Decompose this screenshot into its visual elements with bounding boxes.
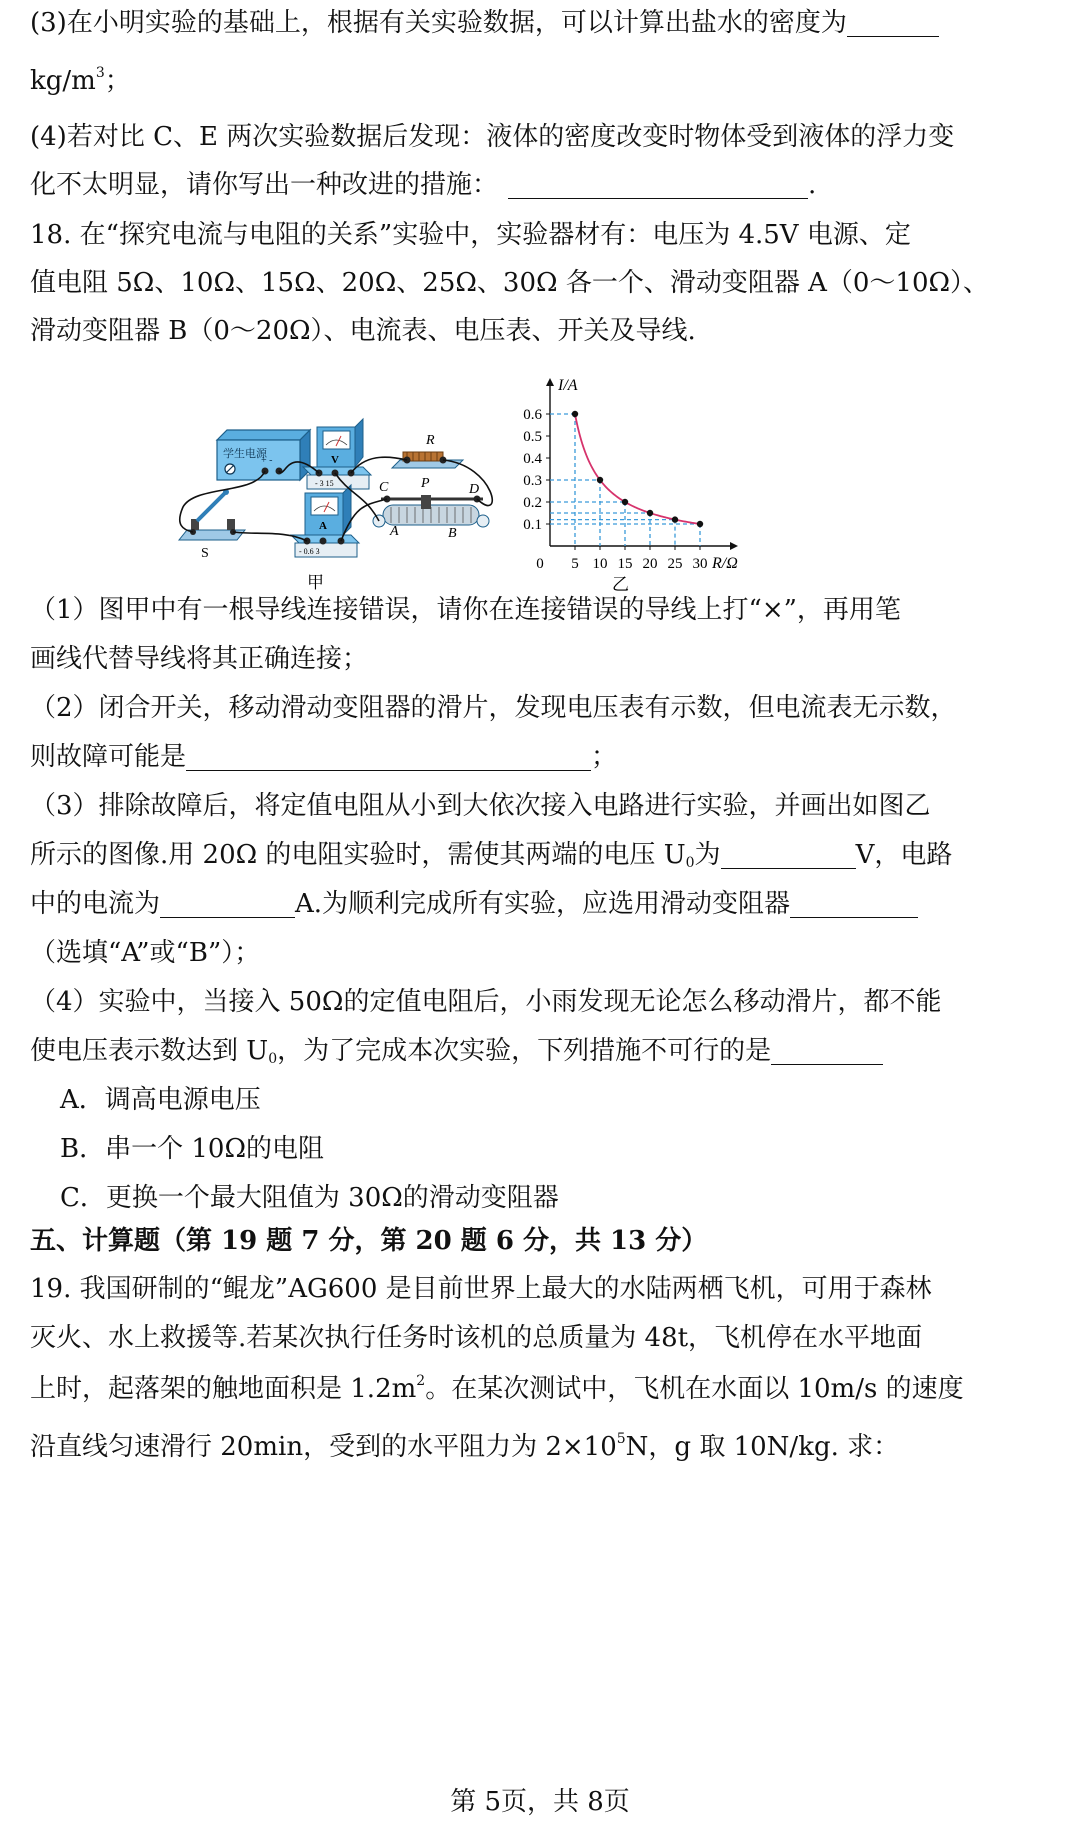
q18-stem-line1 xyxy=(30,218,911,252)
q18-part2-text-2: 则故障可能是 xyxy=(30,742,187,772)
option-b xyxy=(60,1132,324,1166)
q19-text-2: 灭火、水上救援等.若某次执行任务时该机的总质量为 48t，飞机停在水平地面 xyxy=(30,1323,923,1353)
q18-part2-line1 xyxy=(30,691,957,725)
q18-part4-text-2: 使电压表示数达到 U xyxy=(30,1036,269,1066)
q18-part3-line1 xyxy=(30,789,931,823)
q18-part3-text-6: A.为顺利完成所有实验，应选用滑动变阻器 xyxy=(295,889,791,919)
x-tick-label: 25 xyxy=(667,556,683,572)
y-tick-label: 0.5 xyxy=(523,429,542,445)
circuit-diagram xyxy=(179,419,492,592)
ammeter xyxy=(291,485,359,557)
x-tick-label: 10 xyxy=(592,556,608,572)
q19-text: 19. 我国研制的“鲲龙”AG600 是目前世界上最大的水陆两栖飞机，可用于森林 xyxy=(30,1274,932,1304)
rheostat-terminal-d: D xyxy=(469,482,480,497)
answer-blank[interactable] xyxy=(790,891,918,918)
punct: ； xyxy=(104,66,131,96)
x-tick-label: 20 xyxy=(642,556,658,572)
data-point xyxy=(672,516,678,522)
q17-part4-text-2: 化不太明显，请你写出一种改进的措施： xyxy=(30,170,499,200)
resistor xyxy=(392,433,463,468)
punct: ； xyxy=(591,742,618,772)
q18-part3-text-5: 中的电流为 xyxy=(30,889,161,919)
q18-part4-text: （4）实验中，当接入 50Ω的定值电阻后，小雨发现无论怎么移动滑片，都不能 xyxy=(30,987,942,1017)
figure-jia-caption: 甲 xyxy=(307,573,324,592)
q19-text-3: 上时，起落架的触地面积是 1.2m xyxy=(30,1374,417,1404)
q18-part3-line3 xyxy=(30,887,918,921)
q18-stem-text-3: 滑动变阻器 B（0～20Ω）、电流表、电压表、开关及导线. xyxy=(30,316,696,346)
answer-blank[interactable] xyxy=(771,1038,883,1065)
q18-part3-text-4: V，电路 xyxy=(855,840,953,870)
ammeter-scale: - 0.6 3 xyxy=(299,547,320,556)
q19-text-5: 沿直线匀速滑行 20min，受到的水平阻力为 2×10 xyxy=(30,1432,617,1462)
x-axis-label: R/Ω xyxy=(712,555,738,572)
answer-blank[interactable] xyxy=(847,10,939,37)
option-b-text: B．串一个 10Ω的电阻 xyxy=(60,1134,325,1164)
y-tick-label: 0.4 xyxy=(523,451,542,467)
superscript: 2 xyxy=(416,1373,426,1389)
ammeter-label: A xyxy=(319,520,327,532)
subscript: 0 xyxy=(268,1051,278,1067)
q19-line4 xyxy=(30,1430,899,1464)
density-unit: kg/m xyxy=(30,66,96,96)
q18-stem-line2 xyxy=(30,266,989,300)
x-tick-label: 5 xyxy=(571,556,579,572)
data-point xyxy=(572,411,578,417)
x-tick-label: 0 xyxy=(536,556,544,572)
q18-part3-text-2: 所示的图像.用 20Ω 的电阻实验时，需使其两端的电压 U xyxy=(30,840,686,870)
data-point xyxy=(622,499,628,505)
q17-part3-text: (3)在小明实验的基础上，根据有关实验数据，可以计算出盐水的密度为 xyxy=(30,8,847,38)
chart-i-vs-r xyxy=(523,377,738,572)
answer-blank[interactable] xyxy=(160,891,295,918)
q18-part1-text: （1）图甲中有一根导线连接错误，请你在连接错误的导线上打“×”，再用笔 xyxy=(30,595,901,625)
option-c-text: C．更换一个最大阻值为 30Ω的滑动变阻器 xyxy=(60,1183,559,1213)
superscript: 5 xyxy=(616,1431,626,1447)
q17-part3-line1 xyxy=(30,6,939,40)
answer-blank[interactable] xyxy=(186,744,591,771)
figure-yi-caption: 乙 xyxy=(612,575,629,595)
q18-part3-text: （3）排除故障后，将定值电阻从小到大依次接入电路进行实验，并画出如图乙 xyxy=(30,791,931,821)
switch-label: S xyxy=(201,546,209,561)
data-point xyxy=(597,477,603,483)
rheostat-terminal-b: B xyxy=(448,526,457,541)
q18-part1-line2 xyxy=(30,642,368,676)
q19-text-6: N，g 取 10N/kg. 求： xyxy=(625,1432,900,1462)
data-point xyxy=(647,510,653,516)
q18-part3-text-3: 为 xyxy=(694,840,721,870)
q19-text-4: 。在某次测试中，飞机在水面以 10m/s 的速度 xyxy=(425,1374,964,1404)
q18-part3-line4 xyxy=(30,936,260,970)
y-axis-label: I/A xyxy=(558,377,578,394)
power-supply-label: 学生电源 xyxy=(223,448,267,460)
series-line xyxy=(575,414,700,524)
y-tick-label: 0.1 xyxy=(523,517,542,533)
y-tick-label: 0.6 xyxy=(523,407,542,423)
q18-stem-text: 18. 在“探究电流与电阻的关系”实验中，实验器材有：电压为 4.5V 电源、定 xyxy=(30,220,911,250)
section-heading-text: 五、计算题（第 19 题 7 分，第 20 题 6 分，共 13 分） xyxy=(30,1226,708,1256)
q18-stem-line3 xyxy=(30,314,696,348)
punct: . xyxy=(808,170,817,200)
y-tick-label: 0.2 xyxy=(523,495,542,511)
answer-blank[interactable] xyxy=(508,172,808,199)
q19-line1 xyxy=(30,1272,932,1306)
figure-circuit-and-graph xyxy=(195,377,885,670)
x-axis-arrow xyxy=(730,542,738,550)
answer-blank[interactable] xyxy=(721,842,856,869)
q17-part4-text: (4)若对比 C、E 两次实验数据后发现：液体的密度改变时物体受到液体的浮力变 xyxy=(30,122,955,152)
q18-part4-line1 xyxy=(30,985,941,1019)
section-heading xyxy=(30,1224,707,1258)
x-tick-label: 15 xyxy=(617,556,633,572)
voltmeter xyxy=(303,419,371,489)
power-terminal-signs: + - xyxy=(261,455,273,466)
subscript: 0 xyxy=(685,855,695,871)
q18-part2-line2 xyxy=(30,740,617,774)
q18-stem-text-2: 值电阻 5Ω、10Ω、15Ω、20Ω、25Ω、30Ω 各一个、滑动变阻器 A（0～10Ω）、 xyxy=(30,268,990,298)
page-footer: 第 5页，共 8页 xyxy=(450,1787,630,1817)
option-a-text: A．调高电源电压 xyxy=(60,1085,261,1115)
q18-part3-line2 xyxy=(30,838,952,872)
resistor-label: R xyxy=(426,433,435,448)
y-axis-arrow xyxy=(546,378,554,386)
rheostat-terminal-c: C xyxy=(379,480,389,495)
q18-part1-text-2: 画线代替导线将其正确连接； xyxy=(30,644,369,674)
rheostat xyxy=(373,476,489,541)
q17-part4-line1 xyxy=(30,120,954,154)
unit-exponent: 3 xyxy=(95,65,105,81)
q19-line3 xyxy=(30,1372,964,1406)
option-c xyxy=(60,1181,559,1215)
q18-part1-line1 xyxy=(30,593,901,627)
rheostat-slider-p: P xyxy=(421,476,430,491)
voltmeter-scale: - 3 15 xyxy=(315,479,334,488)
q18-part4-text-3: ，为了完成本次实验，下列措施不可行的是 xyxy=(277,1036,772,1066)
q18-part4-line2 xyxy=(30,1034,883,1068)
x-tick-label: 30 xyxy=(692,556,708,572)
y-tick-label: 0.3 xyxy=(523,473,542,489)
q19-line2 xyxy=(30,1321,922,1355)
data-point xyxy=(697,521,703,527)
option-a xyxy=(60,1083,261,1117)
q17-part4-line2 xyxy=(30,168,816,202)
q17-part3-line2 xyxy=(30,64,131,98)
voltmeter-label: V xyxy=(331,454,339,466)
rheostat-terminal-a: A xyxy=(390,524,399,539)
q18-part2-text: （2）闭合开关，移动滑动变阻器的滑片，发现电压表有示数，但电流表无示数， xyxy=(30,693,957,723)
q18-part3-text-7: （选填“A”或“B”）； xyxy=(30,938,261,968)
